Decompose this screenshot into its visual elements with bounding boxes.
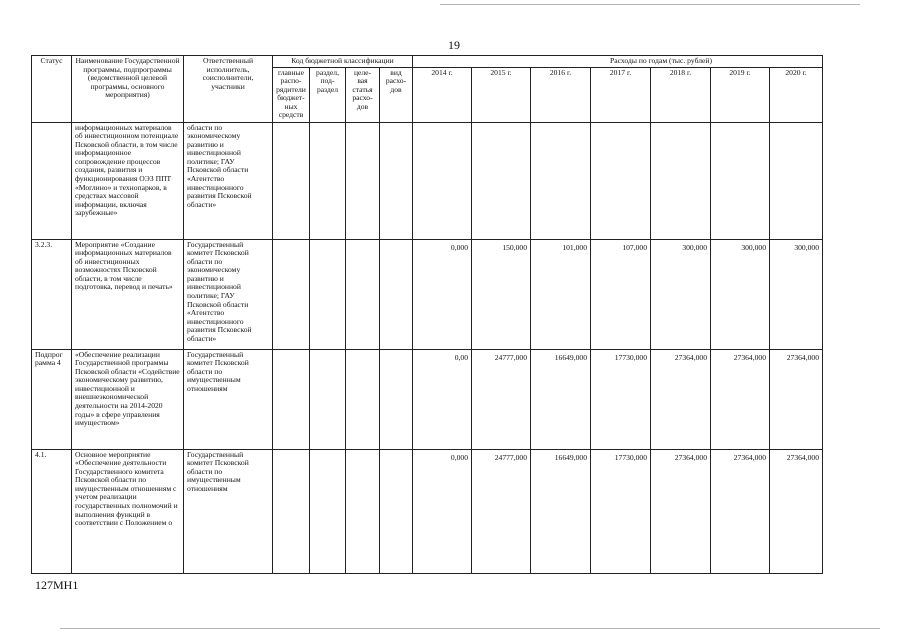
table-row — [32, 349, 823, 449]
cell-value: 150,000 — [472, 239, 531, 349]
cell-name: информационных материалов об инвестиционном потенциале Псковской области, в том числе информационное сопровождение процессов создания, развития и функционирования ОЭЗ ППТ «Моглино» и технопарков, в средствах массовой информации, включая зарубежные» — [72, 122, 184, 239]
cell-value — [711, 122, 770, 239]
scan-artifact-top — [440, 4, 860, 5]
header-code-col: целе-вая статья расхо-дов — [346, 67, 380, 122]
cell-status — [32, 122, 72, 239]
cell-value: 27364,000 — [711, 349, 770, 449]
cell-value: 16649,000 — [531, 449, 591, 573]
cell-value: 24777,000 — [472, 449, 531, 573]
header-year: 2020 г. — [770, 67, 823, 122]
cell-name: Мероприятие «Создание информационных материалов об инвестиционных возможностях Псковской области, в том числе подготовка, перевод и печать» — [72, 239, 184, 349]
table-row — [32, 449, 823, 573]
cell-value — [591, 122, 651, 239]
cell-value: 27364,000 — [711, 449, 770, 573]
header-executor: Ответственный исполнитель, соисполнители, участники — [184, 56, 273, 123]
cell-status: 3.2.3. — [32, 239, 72, 349]
header-year: 2019 г. — [711, 67, 770, 122]
cell-value: 300,000 — [651, 239, 711, 349]
expenses-table — [31, 55, 823, 574]
cell-value: 0,000 — [413, 449, 472, 573]
cell-value — [651, 122, 711, 239]
header-budget-code: Код бюджетной классификации — [273, 56, 413, 68]
cell-value: 27364,000 — [651, 349, 711, 449]
table-row — [32, 239, 823, 349]
cell-name: Основное мероприятие «Обеспечение деятельности Государственного комитета Псковской области по имущественным отношениям с учетом реализации государственных полномочий и выполнения функций в соответствии с Положением о — [72, 449, 184, 573]
header-year: 2014 г. — [413, 67, 472, 122]
table-row — [32, 122, 823, 239]
cell-value: 0,000 — [413, 239, 472, 349]
cell-value — [472, 122, 531, 239]
cell-status: Подпрог рамма 4 — [32, 349, 72, 449]
cell-value: 27364,000 — [770, 449, 823, 573]
cell-value: 300,000 — [711, 239, 770, 349]
cell-value: 27364,000 — [770, 349, 823, 449]
cell-executor: области по экономическому развитию и инвестиционной политике; ГАУ Псковской области «Агентство инвестиционного развития Псковской области» — [184, 122, 273, 239]
cell-value: 300,000 — [770, 239, 823, 349]
header-code-col: раздел, под-раздел — [310, 67, 346, 122]
cell-executor: Государственный комитет Псковской области по экономическому развитию и инвестиционной политике; ГАУ Псковской области «Агентство инвестиционного развития Псковской области» — [184, 239, 273, 349]
cell-value: 17730,000 — [591, 349, 651, 449]
cell-value — [413, 122, 472, 239]
cell-executor: Государственный комитет Псковской области по имущественным отношениям — [184, 449, 273, 573]
header-year: 2015 г. — [472, 67, 531, 122]
header-year: 2018 г. — [651, 67, 711, 122]
header-code-col: главные распо-рядители бюджет-ных средств — [273, 67, 310, 122]
cell-value: 107,000 — [591, 239, 651, 349]
cell-value: 101,000 — [531, 239, 591, 349]
header-year: 2017 г. — [591, 67, 651, 122]
cell-value: 16649,000 — [531, 349, 591, 449]
document-code: 127МН1 — [35, 578, 79, 592]
scan-artifact-bottom — [60, 628, 880, 629]
cell-value: 27364,000 — [651, 449, 711, 573]
cell-status: 4.1. — [32, 449, 72, 573]
header-status: Статус — [32, 56, 72, 123]
cell-value: 0,00 — [413, 349, 472, 449]
header-code-col: вид расхо-дов — [380, 67, 413, 122]
cell-value: 17730,000 — [591, 449, 651, 573]
cell-value — [770, 122, 823, 239]
cell-value — [531, 122, 591, 239]
cell-value: 24777,000 — [472, 349, 531, 449]
page-number: 19 — [448, 38, 460, 52]
header-year: 2016 г. — [531, 67, 591, 122]
header-name: Наименование Государственной программы, подпрограммы (ведомственной целевой программы, основного мероприятия) — [72, 56, 184, 123]
cell-executor: Государственный комитет Псковской области по имущественным отношениям — [184, 349, 273, 449]
header-expenses: Расходы по годам (тыс. рублей) — [413, 56, 823, 68]
cell-name: «Обеспечение реализации Государственной программы Псковской области «Содействие экономическому развитию, инвестиционной и внешнеэкономической деятельности на 2014-2020 годы» в сфере управления имуществом» — [72, 349, 184, 449]
